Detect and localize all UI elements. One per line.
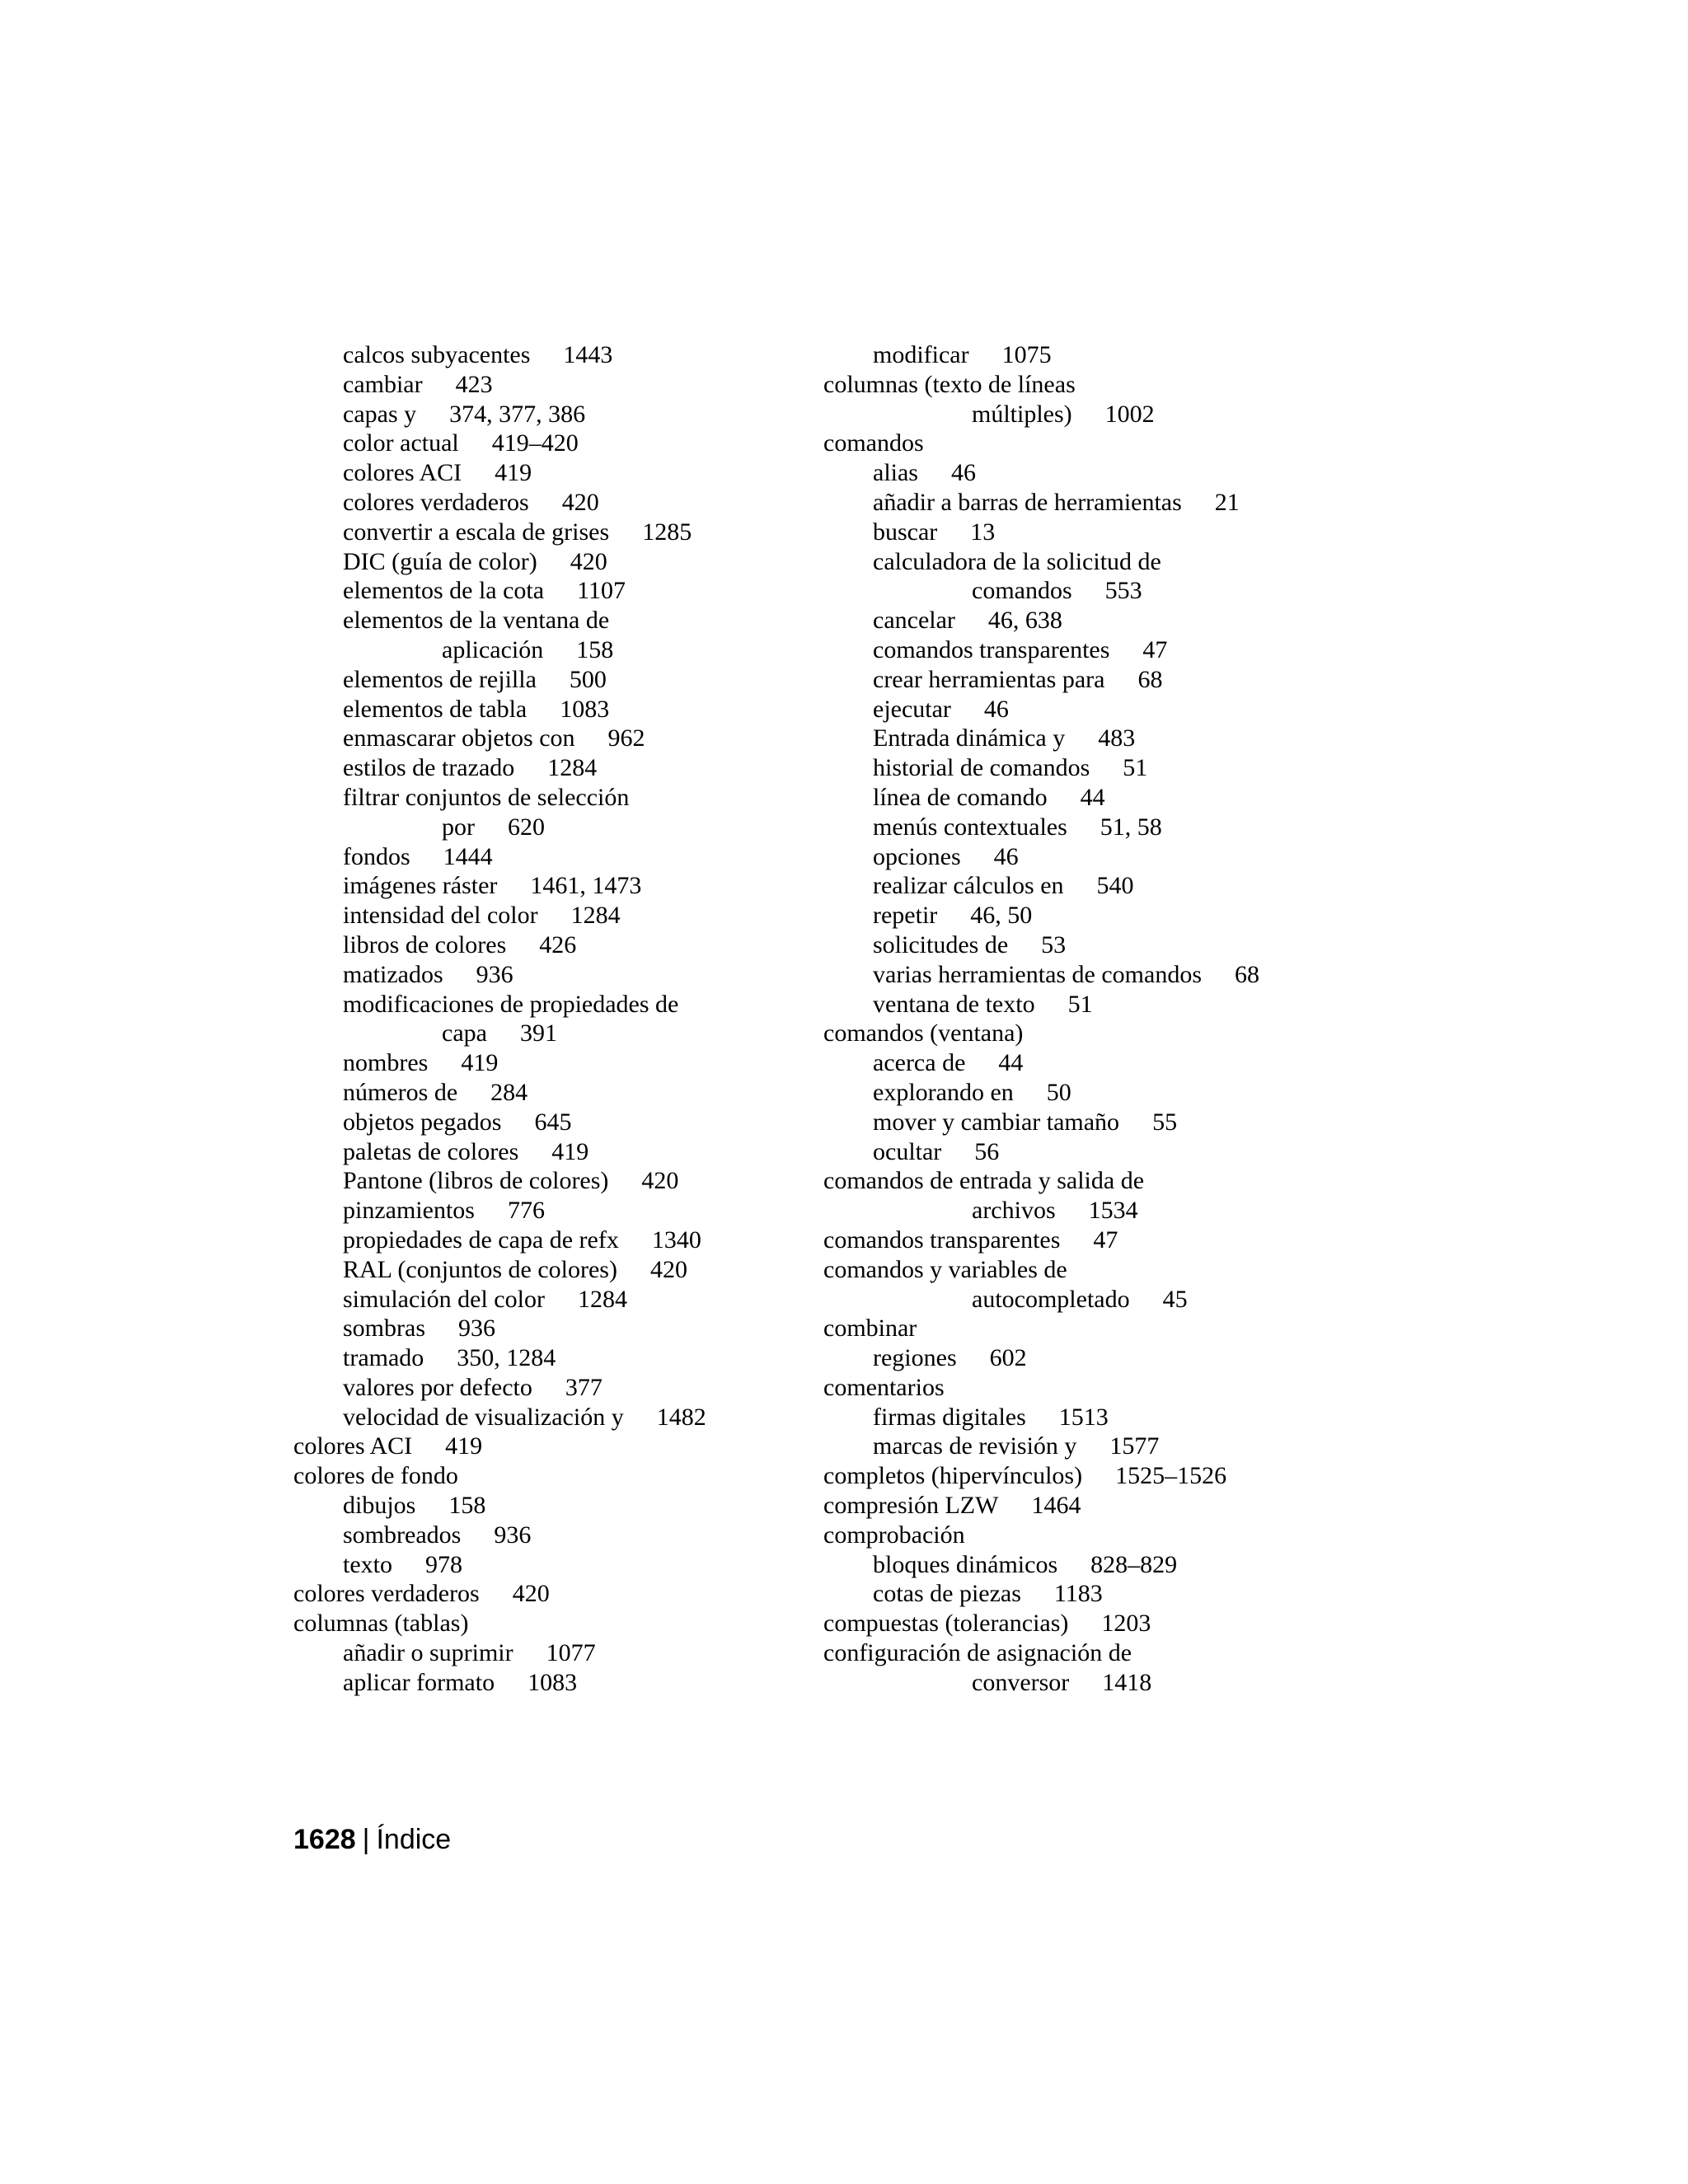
index-entry xyxy=(293,753,788,783)
index-entry xyxy=(293,1078,788,1108)
index-entry xyxy=(823,1343,1334,1373)
index-term: comandos (ventana) xyxy=(823,1019,1024,1047)
index-entry xyxy=(823,1255,1334,1285)
index-page-ref: 1525–1526 xyxy=(1115,1462,1227,1490)
index-term: crear herramientas para xyxy=(873,665,1105,693)
index-entry xyxy=(823,1550,1334,1580)
index-page-ref: 420 xyxy=(649,1255,687,1283)
index-page-ref: 391 xyxy=(519,1019,557,1047)
index-page-ref: 936 xyxy=(494,1521,532,1549)
index-term: colores ACI xyxy=(293,1432,413,1460)
index-term: velocidad de visualización y xyxy=(343,1403,624,1431)
index-page-ref: 21 xyxy=(1214,488,1240,516)
index-page-ref: 44 xyxy=(998,1049,1024,1077)
index-page-ref: 1461, 1473 xyxy=(530,872,642,900)
index-page-ref: 1083 xyxy=(560,695,610,723)
index-page-ref: 419 xyxy=(551,1137,589,1165)
index-page-ref: 1183 xyxy=(1053,1580,1103,1608)
index-term: comandos xyxy=(823,429,924,457)
index-page-ref: 1203 xyxy=(1101,1610,1151,1638)
index-page-ref: 51 xyxy=(1123,754,1148,782)
index-term: nombres xyxy=(343,1049,429,1077)
index-entry xyxy=(823,1196,1334,1226)
index-term: objetos pegados xyxy=(343,1108,502,1136)
index-term: valores por defecto xyxy=(343,1373,532,1401)
index-term: capas y xyxy=(343,400,417,428)
index-page-ref: 44 xyxy=(1080,783,1105,811)
index-term: matizados xyxy=(343,960,443,988)
index-entry xyxy=(823,930,1334,960)
footer-separator: | xyxy=(362,1824,370,1855)
index-entry xyxy=(293,1579,788,1609)
index-entry xyxy=(823,1521,1334,1550)
index-entry xyxy=(823,842,1334,872)
index-term: alias xyxy=(873,459,918,487)
index-term: ejecutar xyxy=(873,695,951,723)
index-entry xyxy=(823,753,1334,783)
index-term: pinzamientos xyxy=(343,1197,475,1225)
index-entry xyxy=(823,429,1334,458)
index-term: elementos de rejilla xyxy=(343,665,537,693)
index-entry xyxy=(823,547,1334,577)
index-page-ref: 350, 1284 xyxy=(457,1344,556,1372)
index-page-ref: 1340 xyxy=(651,1226,701,1254)
index-term: libros de colores xyxy=(343,930,507,958)
index-entry xyxy=(823,695,1334,724)
index-page-ref: 13 xyxy=(970,518,996,546)
index-entry xyxy=(293,1166,788,1196)
index-term: colores ACI xyxy=(343,459,462,487)
index-term: ventana de texto xyxy=(873,990,1035,1018)
index-page-ref: 828–829 xyxy=(1090,1550,1178,1578)
index-entry xyxy=(823,370,1334,400)
index-entry xyxy=(823,1373,1334,1403)
index-term: por xyxy=(442,813,475,841)
index-entry xyxy=(293,340,788,370)
index-term: sombreados xyxy=(343,1521,462,1549)
index-entry xyxy=(823,1432,1334,1461)
index-page-ref: 56 xyxy=(974,1137,1000,1165)
index-entry xyxy=(293,665,788,695)
index-term: tramado xyxy=(343,1344,424,1372)
index-entry xyxy=(293,813,788,842)
index-term: columnas (texto de líneas xyxy=(823,370,1076,398)
index-page-ref: 47 xyxy=(1093,1226,1118,1254)
index-entry xyxy=(293,1048,788,1078)
index-term: RAL (conjuntos de colores) xyxy=(343,1255,617,1283)
index-page-ref: 1482 xyxy=(656,1403,706,1431)
index-term: buscar xyxy=(873,518,938,546)
index-entry xyxy=(293,1226,788,1255)
index-page-ref: 1285 xyxy=(642,518,692,546)
index-page-ref: 158 xyxy=(576,635,614,663)
index-column-left xyxy=(293,340,788,1698)
index-term: aplicar formato xyxy=(343,1668,495,1696)
index-term: colores verdaderos xyxy=(343,488,529,516)
index-page-ref: 483 xyxy=(1098,724,1136,752)
index-term: marcas de revisión y xyxy=(873,1432,1077,1460)
index-term: opciones xyxy=(873,842,961,870)
index-entry xyxy=(293,990,788,1019)
index-page-ref: 602 xyxy=(989,1344,1027,1372)
index-entry xyxy=(823,1668,1334,1698)
index-term: calculadora de la solicitud de xyxy=(873,547,1161,575)
page-footer xyxy=(293,1823,451,1856)
index-entry xyxy=(823,1108,1334,1137)
index-entry xyxy=(823,871,1334,901)
index-term: paletas de colores xyxy=(343,1137,519,1165)
index-page-ref: 374, 377, 386 xyxy=(449,400,586,428)
index-entry xyxy=(293,458,788,488)
index-page-ref: 419–420 xyxy=(491,429,579,457)
index-term: configuración de asignación de xyxy=(823,1639,1132,1667)
index-term: añadir a barras de herramientas xyxy=(873,488,1182,516)
index-page-ref: 51, 58 xyxy=(1100,813,1162,841)
index-term: modificar xyxy=(873,341,969,368)
index-term: varias herramientas de comandos xyxy=(873,960,1203,988)
index-term: menús contextuales xyxy=(873,813,1067,841)
index-page-ref: 158 xyxy=(448,1492,486,1520)
index-term: conversor xyxy=(972,1668,1070,1696)
index-term: firmas digitales xyxy=(873,1403,1026,1431)
index-term: añadir o suprimir xyxy=(343,1639,513,1667)
index-page-ref: 1077 xyxy=(546,1639,596,1667)
index-page-ref: 1577 xyxy=(1109,1432,1160,1460)
index-entry xyxy=(823,400,1334,429)
index-entry xyxy=(293,1285,788,1315)
index-entry xyxy=(823,783,1334,813)
index-page-ref: 1444 xyxy=(443,842,493,870)
index-entry xyxy=(823,813,1334,842)
index-entry xyxy=(823,340,1334,370)
index-entry xyxy=(823,488,1334,518)
index-entry xyxy=(293,1196,788,1226)
index-term: enmascarar objetos con xyxy=(343,724,575,752)
index-term: realizar cálculos en xyxy=(873,872,1064,900)
index-page-ref: 426 xyxy=(539,930,577,958)
index-page-ref: 420 xyxy=(512,1580,550,1608)
index-entry xyxy=(823,724,1334,753)
index-entry xyxy=(293,1019,788,1048)
index-entry xyxy=(293,1668,788,1698)
index-entry xyxy=(293,871,788,901)
index-entry xyxy=(823,1019,1334,1048)
index-term: comprobación xyxy=(823,1521,965,1549)
index-entry xyxy=(293,695,788,724)
index-term: números de xyxy=(343,1078,458,1106)
index-column-right xyxy=(823,340,1334,1698)
index-term: convertir a escala de grises xyxy=(343,518,610,546)
index-page-ref: 68 xyxy=(1137,665,1163,693)
index-page-ref: 978 xyxy=(425,1550,462,1578)
index-page-ref: 936 xyxy=(458,1315,495,1343)
index-entry xyxy=(823,576,1334,606)
index-term: bloques dinámicos xyxy=(873,1550,1058,1578)
index-page-ref: 1443 xyxy=(563,341,613,368)
index-entry xyxy=(823,1638,1334,1668)
index-term: comandos xyxy=(972,577,1072,605)
index-term: archivos xyxy=(972,1197,1056,1225)
index-entry xyxy=(823,1609,1334,1638)
index-page-ref: 1418 xyxy=(1102,1668,1152,1696)
index-entry xyxy=(293,783,788,813)
index-term: cambiar xyxy=(343,370,423,398)
index-entry xyxy=(293,724,788,753)
index-term: ocultar xyxy=(873,1137,942,1165)
index-entry xyxy=(823,1314,1334,1343)
index-page-ref: 45 xyxy=(1162,1285,1188,1313)
index-page-ref: 419 xyxy=(495,459,532,487)
index-term: elementos de tabla xyxy=(343,695,528,723)
index-term: compresión LZW xyxy=(823,1492,999,1520)
index-page-ref: 540 xyxy=(1096,872,1134,900)
index-entry xyxy=(823,1403,1334,1432)
index-page-ref: 377 xyxy=(565,1373,603,1401)
index-term: cancelar xyxy=(873,607,955,635)
index-term: color actual xyxy=(343,429,459,457)
index-term: sombras xyxy=(343,1315,425,1343)
index-entry xyxy=(823,635,1334,665)
index-page-ref: 68 xyxy=(1235,960,1260,988)
page-number: 1628 xyxy=(293,1824,356,1855)
index-term: colores verdaderos xyxy=(293,1580,480,1608)
index-entry xyxy=(293,1255,788,1285)
index-page-ref: 1107 xyxy=(577,577,626,605)
index-page-ref: 962 xyxy=(607,724,645,752)
index-entry xyxy=(823,1078,1334,1108)
index-term: fondos xyxy=(343,842,410,870)
index-term: DIC (guía de color) xyxy=(343,547,537,575)
index-page-ref: 1284 xyxy=(577,1285,627,1313)
index-entry xyxy=(823,458,1334,488)
index-page-ref: 1513 xyxy=(1058,1403,1109,1431)
index-entry xyxy=(293,1638,788,1668)
index-entry xyxy=(293,547,788,577)
section-title: Índice xyxy=(376,1824,452,1855)
index-entry xyxy=(293,1403,788,1432)
index-term: historial de comandos xyxy=(873,754,1090,782)
index-entry xyxy=(823,1491,1334,1521)
index-page-ref: 1075 xyxy=(1001,341,1052,368)
index-page-ref: 1284 xyxy=(547,754,598,782)
index-entry xyxy=(293,1432,788,1461)
index-page-ref: 46, 50 xyxy=(970,902,1033,930)
index-entry xyxy=(823,901,1334,930)
index-term: completos (hipervínculos) xyxy=(823,1462,1083,1490)
index-term: solicitudes de xyxy=(873,930,1009,958)
index-term: elementos de la ventana de xyxy=(343,607,610,635)
index-entry xyxy=(823,1166,1334,1196)
index-entry xyxy=(293,1343,788,1373)
index-entry xyxy=(293,400,788,429)
index-page-ref: 419 xyxy=(445,1432,483,1460)
index-page-ref: 1284 xyxy=(570,902,621,930)
index-term: elementos de la cota xyxy=(343,577,545,605)
index-term: capa xyxy=(442,1019,487,1047)
index-term: filtrar conjuntos de selección xyxy=(343,783,630,811)
index-page-ref: 46, 638 xyxy=(987,607,1062,635)
index-term: comandos transparentes xyxy=(823,1226,1061,1254)
index-page-ref: 1534 xyxy=(1088,1197,1138,1225)
index-page-ref: 776 xyxy=(507,1197,545,1225)
index-entry xyxy=(293,635,788,665)
index-entry xyxy=(293,1373,788,1403)
index-term: columnas (tablas) xyxy=(293,1610,469,1638)
index-entry xyxy=(293,606,788,635)
index-page-ref: 500 xyxy=(569,665,607,693)
index-entry xyxy=(293,1521,788,1550)
index-entry xyxy=(823,1461,1334,1491)
index-page-ref: 553 xyxy=(1104,577,1142,605)
index-term: comandos transparentes xyxy=(873,635,1110,663)
index-term: cotas de piezas xyxy=(873,1580,1021,1608)
index-entry xyxy=(293,576,788,606)
index-term: explorando en xyxy=(873,1078,1014,1106)
index-term: calcos subyacentes xyxy=(343,341,531,368)
index-entry xyxy=(293,370,788,400)
index-entry xyxy=(293,842,788,872)
index-term: mover y cambiar tamaño xyxy=(873,1108,1120,1136)
index-term: regiones xyxy=(873,1344,957,1372)
index-term: texto xyxy=(343,1550,392,1578)
index-page-ref: 419 xyxy=(461,1049,499,1077)
index-page-ref: 420 xyxy=(641,1167,679,1195)
index-page-ref: 51 xyxy=(1067,990,1093,1018)
index-term: autocompletado xyxy=(972,1285,1130,1313)
index-entry xyxy=(823,665,1334,695)
index-term: combinar xyxy=(823,1315,917,1343)
index-entry xyxy=(293,518,788,547)
index-entry xyxy=(293,960,788,990)
index-term: múltiples) xyxy=(972,400,1072,428)
index-entry xyxy=(293,930,788,960)
index-page-ref: 420 xyxy=(561,488,599,516)
index-term: simulación del color xyxy=(343,1285,545,1313)
index-term: estilos de trazado xyxy=(343,754,515,782)
index-page-ref: 46 xyxy=(983,695,1009,723)
index-entry xyxy=(823,1226,1334,1255)
index-page-ref: 53 xyxy=(1041,930,1067,958)
index-entry xyxy=(293,1137,788,1167)
index-entry xyxy=(293,1108,788,1137)
index-page-ref: 423 xyxy=(455,370,493,398)
index-page-ref: 46 xyxy=(950,459,976,487)
index-entry xyxy=(823,1137,1334,1167)
index-entry xyxy=(823,1285,1334,1315)
index-entry xyxy=(293,429,788,458)
index-entry xyxy=(293,1550,788,1580)
index-page-ref: 50 xyxy=(1046,1078,1071,1106)
index-entry xyxy=(823,1048,1334,1078)
index-entry xyxy=(293,1609,788,1638)
index-term: intensidad del color xyxy=(343,902,538,930)
index-entry xyxy=(293,1314,788,1343)
index-term: propiedades de capa de refx xyxy=(343,1226,619,1254)
index-page-ref: 936 xyxy=(476,960,513,988)
index-entry xyxy=(293,488,788,518)
index-term: Entrada dinámica y xyxy=(873,724,1066,752)
index-page-ref: 420 xyxy=(570,547,607,575)
index-page-ref: 620 xyxy=(508,813,545,841)
index-page-ref: 1464 xyxy=(1031,1492,1081,1520)
index-term: compuestas (tolerancias) xyxy=(823,1610,1069,1638)
index-term: dibujos xyxy=(343,1492,416,1520)
index-term: Pantone (libros de colores) xyxy=(343,1167,609,1195)
index-entry xyxy=(823,1579,1334,1609)
index-term: modificaciones de propiedades de xyxy=(343,990,679,1018)
index-page-ref: 55 xyxy=(1152,1108,1178,1136)
index-entry xyxy=(293,1461,788,1491)
index-term: comentarios xyxy=(823,1373,945,1401)
index-entry xyxy=(293,901,788,930)
index-entry xyxy=(823,606,1334,635)
index-term: imágenes ráster xyxy=(343,872,498,900)
index-entry xyxy=(823,960,1334,990)
index-page-ref: 1002 xyxy=(1104,400,1155,428)
index-page-ref: 47 xyxy=(1142,635,1168,663)
index-page-ref: 645 xyxy=(534,1108,572,1136)
index-term: colores de fondo xyxy=(293,1462,458,1490)
index-term: acerca de xyxy=(873,1049,966,1077)
index-entry xyxy=(823,518,1334,547)
index-page-ref: 46 xyxy=(993,842,1019,870)
index-entry xyxy=(823,990,1334,1019)
index-term: aplicación xyxy=(442,635,544,663)
index-page-ref: 1083 xyxy=(528,1668,578,1696)
index-term: comandos de entrada y salida de xyxy=(823,1167,1145,1195)
index-term: línea de comando xyxy=(873,783,1048,811)
index-term: repetir xyxy=(873,902,938,930)
index-term: comandos y variables de xyxy=(823,1255,1067,1283)
index-page-ref: 284 xyxy=(490,1078,528,1106)
index-entry xyxy=(293,1491,788,1521)
